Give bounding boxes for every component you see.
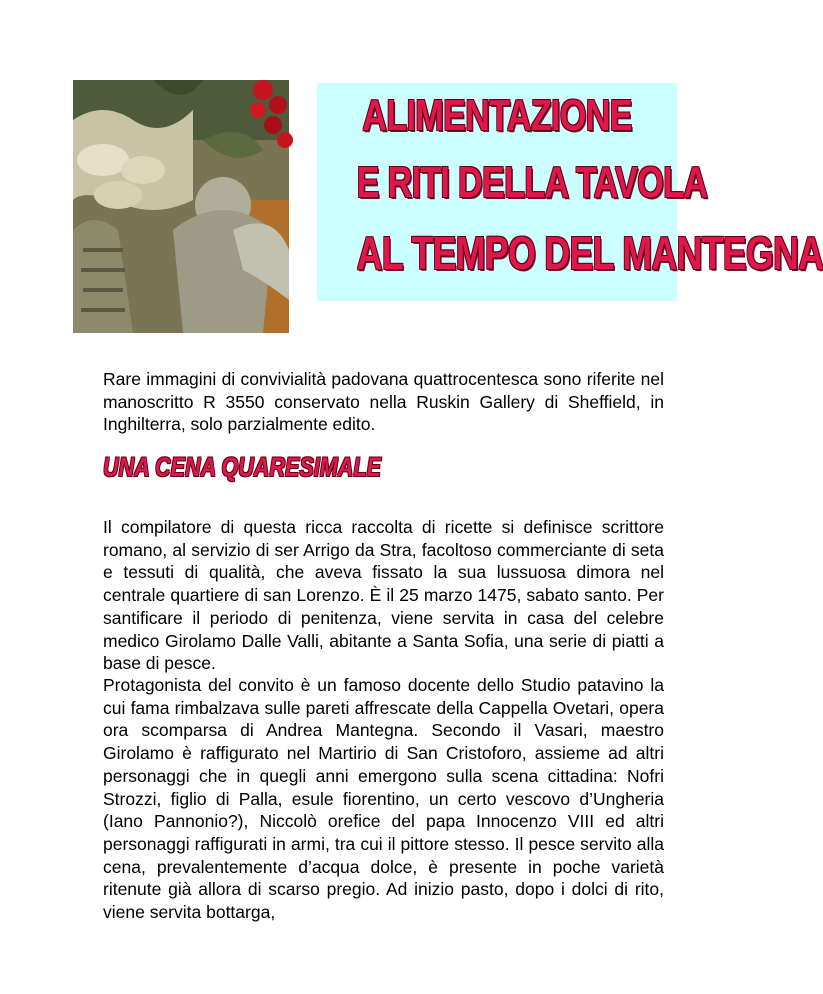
paragraph-2: Protagonista del convito è un famoso docente dello Studio patavino la cui fama rimbalzava sulle pareti affrescate della Cappella Ovetari, opera ora scomparsa di Andrea Mantegna. Secondo il Vasari, maestro Girolamo è raffigurato nel Martirio di San Cristoforo, assieme ad altri personaggi che in quegli anni emergono sulla scena cittadina: Nofri Strozzi, figlio di Palla, esule fiorentino, un certo vescovo d’Ungheria (Iano Pannonio?), Niccolò orefice del papa Innocenzo VIII ed altri personaggi raffigurati in armi, tra cui il pittore stesso. Il pesce servito alla cena, prevalentemente d’acqua dolce, è presente in poche varietà ritenute già allora di scarso pregio. Ad inizio pasto, dopo i dolci di rito, viene servita bottarga, <box>103 675 664 923</box>
title-box <box>317 83 823 301</box>
paragraph-1: Il compilatore di questa ricca raccolta di ricette si definisce scrittore romano, al servizio di ser Arrigo da Stra, facoltoso commerciante di seta e tessuti di qualità, che aveva fissato la sua lussuosa dimora nel centrale quartiere di san Lorenzo. È il 25 marzo 1475, sabato santo. Per santificare il periodo di penitenza, viene servita in casa del celebre medico Girolamo Dalle Valli, abitante a Santa Sofia, una serie di piatti a base di pesce. <box>103 517 664 674</box>
section-title: UNA CENA QUARESIMALE <box>103 452 382 482</box>
title-line-1: ALIMENTAZIONE <box>362 91 632 140</box>
title-line-3: AL TEMPO DEL MANTEGNA <box>356 227 823 279</box>
fresco-painting-icon <box>73 80 289 333</box>
title-line-2: E RITI DELLA TAVOLA <box>356 158 708 207</box>
intro-paragraph: Rare immagini di convivialità padovana quattrocentesca sono riferite nel manoscritto R 3550 conservato nella Ruskin Gallery di Sheffield, in Inghilterra, solo parzialmente edito. <box>103 369 664 435</box>
fresco-detail-image <box>73 80 289 333</box>
